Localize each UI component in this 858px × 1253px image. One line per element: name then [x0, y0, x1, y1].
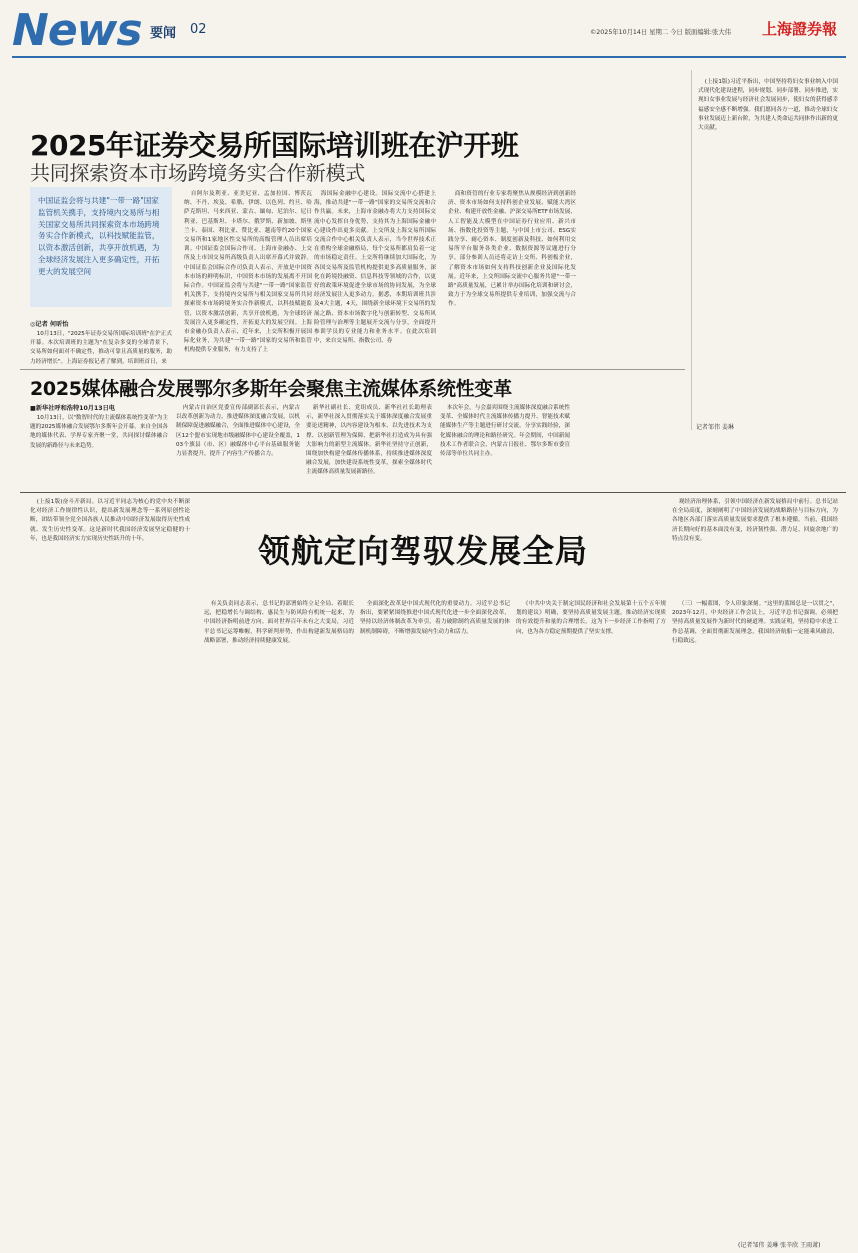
- article1-subheadline: 共同探索资本市场跨境务实合作新模式: [30, 161, 365, 185]
- article1-column-4: 商和资管的行业专家将聚焦从规模经济到创新经济、资本市场如何支持科创企业发展、赋能大湾区企业、构建开放性金融、沪深交易所ETF市场发展、人工智能及大模型在中国证券行业应用、新兴市场、指数化投资等主题，与中国上市公司、ESG实践分享、耐心资本、制度创新及科技、如何利用交易所平台服务各类企业、数据资源等议题进行分享。部分参训人员还将走访上交所、科创板企业，了解资本市场如何支持科技创新企业及国际化发展。近年来，上交所国际交流中心服务共建"一带一路"高质量发展，已累计举办国际化培训和研讨会，致力于为全球交易所提供专业培训，加强交流与合作。: [448, 191, 576, 308]
- article1-abstract-box: 中国证监会将与共建"一带一路"国家监管机关携手，支持境内交易所与相关国家交易所共同探索资本市场跨境务实合作新模式，以科技赋能监管，以资本激活创新，共享开放机遇，为全球经济发展注入更多确定性，开拓更大的发展空间: [30, 187, 172, 307]
- article1-column-1: 10月13日，"2025年证券交易所国际培训班"在沪正式开幕。本次培训班的主题为"在复杂多变的全球背景下，交易所如何面对不确定性，推动可靠且高质量的服务，助力经济增长"。上海证券报记者了解到，培训班首日，来: [30, 331, 172, 365]
- article2-byline: ■新华社呼和浩特10月13日电: [30, 405, 115, 412]
- article3-column-2: 有关负责同志表示，总书记的部署始终立足全局、着眼长远，把稳增长与调结构、惠民生与防风险有机统一起来，为中国经济指明前进方向。面对世界百年未有之大变局，习近平总书记运筹帷幄，科学研判形势，作出构建新发展格局的战略部署，推动经济持续健康发展。: [204, 601, 354, 644]
- article1-headline: 2025年证券交易所国际培训班在沪开班: [30, 129, 519, 162]
- right-column-footer: 记者邹伟 姜琳: [696, 424, 734, 431]
- page-number: 02: [190, 22, 207, 37]
- article3-column-3: 全面深化改革是中国式现代化的重要动力。习近平总书记指出，要紧紧围绕推进中国式现代化进一步全面深化改革，坚持以经济体制改革为牵引，着力破除制约高质量发展的体制机制障碍，不断增强发展内生动力和活力。: [360, 601, 510, 635]
- article2-column-2: 内蒙古自治区党委宣传部副部长表示，内蒙古以改革创新为动力，推进媒体深度融合发展，以机制保障促进融媒融合，全面推进媒体中心建设，全区12个盟市实现地市级融媒体中心建设全覆盖，103个旗县（市、区）融媒体中心平台基础服务能力显著提升，提升了内容生产传播合力。: [176, 405, 300, 458]
- newspaper-brand-logo: 上海證券報: [762, 20, 838, 38]
- news-logo: News: [12, 5, 142, 56]
- article3-column-6: 观经济治理体系，引领中国经济在新发展格局中前行。总书记站在全局高度，深刻阐明了中国经济发展的战略路径与目标方向，为各地区各部门落实高质量发展要求提供了根本遵循。当前，我国经济长期向好的基本面没有变，经济韧性强、潜力足、回旋余地广的特点没有变。: [672, 499, 838, 542]
- column-divider: [691, 70, 692, 430]
- article1-byline: ◎记者 何昕怡: [30, 321, 69, 328]
- article3-column-1: (上接1版)奋斗开新局。以习近平同志为核心的党中央不断深化对经济工作规律性认识，提出新发展理念等一系列原创性论断，团结带领全党全国各族人民推动中国经济发展取得历史性成就、发生历史性变革。这是新时代我国经济发展坚定稳健的十年，也是我国经济实力实现历史性跃升的十年。: [30, 499, 190, 542]
- article2-column-4: 本次年会，与会嘉宾围绕主流媒体深度融合系统性变革、全媒体时代主流媒体传播力提升、智能技术赋能媒体生产等主题进行研讨交流，分享实践经验，深化媒体融合的理论和路径研究。年会期间，中国新闻技术工作者联合会、内蒙古日报社、鄂尔多斯市委宣传部等单位共同主办。: [440, 405, 570, 458]
- article2-column-1: 10月13日，以"数智时代的主流媒体系统性变革"为主题的2025媒体融合发展鄂尔多斯年会开幕。来自全国各地的媒体代表、学界专家齐聚一堂，共同探讨媒体融合发展的新路径与未来趋势。: [30, 415, 168, 449]
- right-continuation-column: (上接1版)习近平指出，中国坚持将妇女事业纳入中国式现代化建设进程，同步规划、同步部署、同步推进，实现妇女事业发展与经济社会发展同步，使妇女的获得感幸福感安全感不断增强。我们愿同各方一道，推动全球妇女事业发展迈上新台阶，为共建人类命运共同体作出新的更大贡献。: [698, 79, 838, 132]
- article-divider-2: [20, 492, 846, 493]
- article2-column-3: 新华社副社长、党组成员、新华社社长助理表示，新华社深入贯彻落实关于媒体深度融合发展重要论述精神，以内容建设为根本、以先进技术为支撑、以创新管理为保障，把新华社打造成为具有强大影响力的新型主流媒体。新华社坚持守正创新，围绕加快构建全媒体传播体系，持续推进媒体深度融合发展，加快建设系统性变革，探索全媒体时代主流媒体高质量发展新路径。: [306, 405, 432, 476]
- article3-column-4: 《中共中央关于制定国民经济和社会发展第十五个五年规划的建议》明确，要坚持高质量发展主题，推动经济实现质的有效提升和量的合理增长。这为下一步经济工作指明了方向，也为各方稳定预期提供了坚实支撑。: [516, 601, 666, 635]
- article2-headline: 2025媒体融合发展鄂尔多斯年会聚焦主流媒体系统性变革: [30, 378, 512, 400]
- article3-headline: 领航定向驾驭发展全局: [258, 532, 589, 570]
- article3-footer: (记者邹伟 姜琳 张辛欣 王雨萧): [738, 1242, 821, 1249]
- issue-meta: ©2025年10月14日 星期二 今日 版面编辑:张大伟: [590, 29, 731, 36]
- article1-column-2: 自阿尔及利亚、亚美尼亚、孟加拉国、博茨瓦纳、不丹、埃及、希腊、伊朗、以色列、约旦、哈萨克斯坦、马来西亚、蒙古、缅甸、尼泊尔、尼日利亚、巴基斯坦、卡塔尔、俄罗斯、新加坡、斯里兰卡、泰国、利比亚、赞比亚、越南等约20个国家交易所和1家地区性交易所的高级管理人员出席培训。中国证监会国际合作司、上海市金融办、上交所及上市国交易所高级负责人出席开幕式并致辞。中国证监会国际合作司负责人表示，开放是中国资本市场的鲜明标识，中国资本市场的发展离不开国际合作。中国证监会将与共建"一带一路"国家监管机关携手，支持境内交易所与相关国家交易所共同探索资本市场跨境务实合作新模式，以科技赋能监管，以资本激活创新，共享开放机遇，为全球经济发展注入更多确定性，开拓更大的发展空间。上海市金融办负责人表示，近年来，上交所积极开展国际化业务，为共建"一带一路"国家的交易所和监管机构提供专业服务，有力支持了上: [184, 191, 312, 354]
- article-divider: [20, 369, 685, 370]
- article1-column-3: 海国际金融中心建设。国际交流中心搭建上海，推动共建"一带一路"国家的交易所交流和合作共赢。未来，上海市金融办将大力支持国际交流中心发挥自身优势，支持其为上海国际金融中心建设作出更多贡献。上交所及上海交易所国际交流合作中心相关负责人表示，当今世界技术正在重构全球金融格局，每个交易所都肩负着一定的市场稳定责任。上交所将继续加大国际化，为各国交易所及监管机构提供更多高质量服务，深化在跨境投融资、信息科技等领域的合作，以更好的政策环境促进全球市场的协同发展，为全球经济发展注入更多动力。据悉，本期培训班共涉及4大主题，4天，围绕新全球环境下交易所的发展之路、资本市场数字化与创新转型、交易所风险管理与治理等主题展开交流与分享，全面提升参训学员的专业能力和业务水平。在此次培训中，来自交易所、指数公司、券: [314, 191, 436, 345]
- article3-column-5: （三）一幅蓝图，令人印象深刻。"这里的蓝图总是一以贯之"，2023年12月，中央经济工作会议上，习近平总书记强调，必须把坚持高质量发展作为新时代的硬道理。实践证明，坚持稳中求进工作总基调，全面贯彻新发展理念，我国经济航船一定能乘风破浪、行稳致远。: [672, 601, 838, 644]
- section-label: 要闻: [150, 26, 177, 41]
- masthead-divider: [12, 56, 846, 58]
